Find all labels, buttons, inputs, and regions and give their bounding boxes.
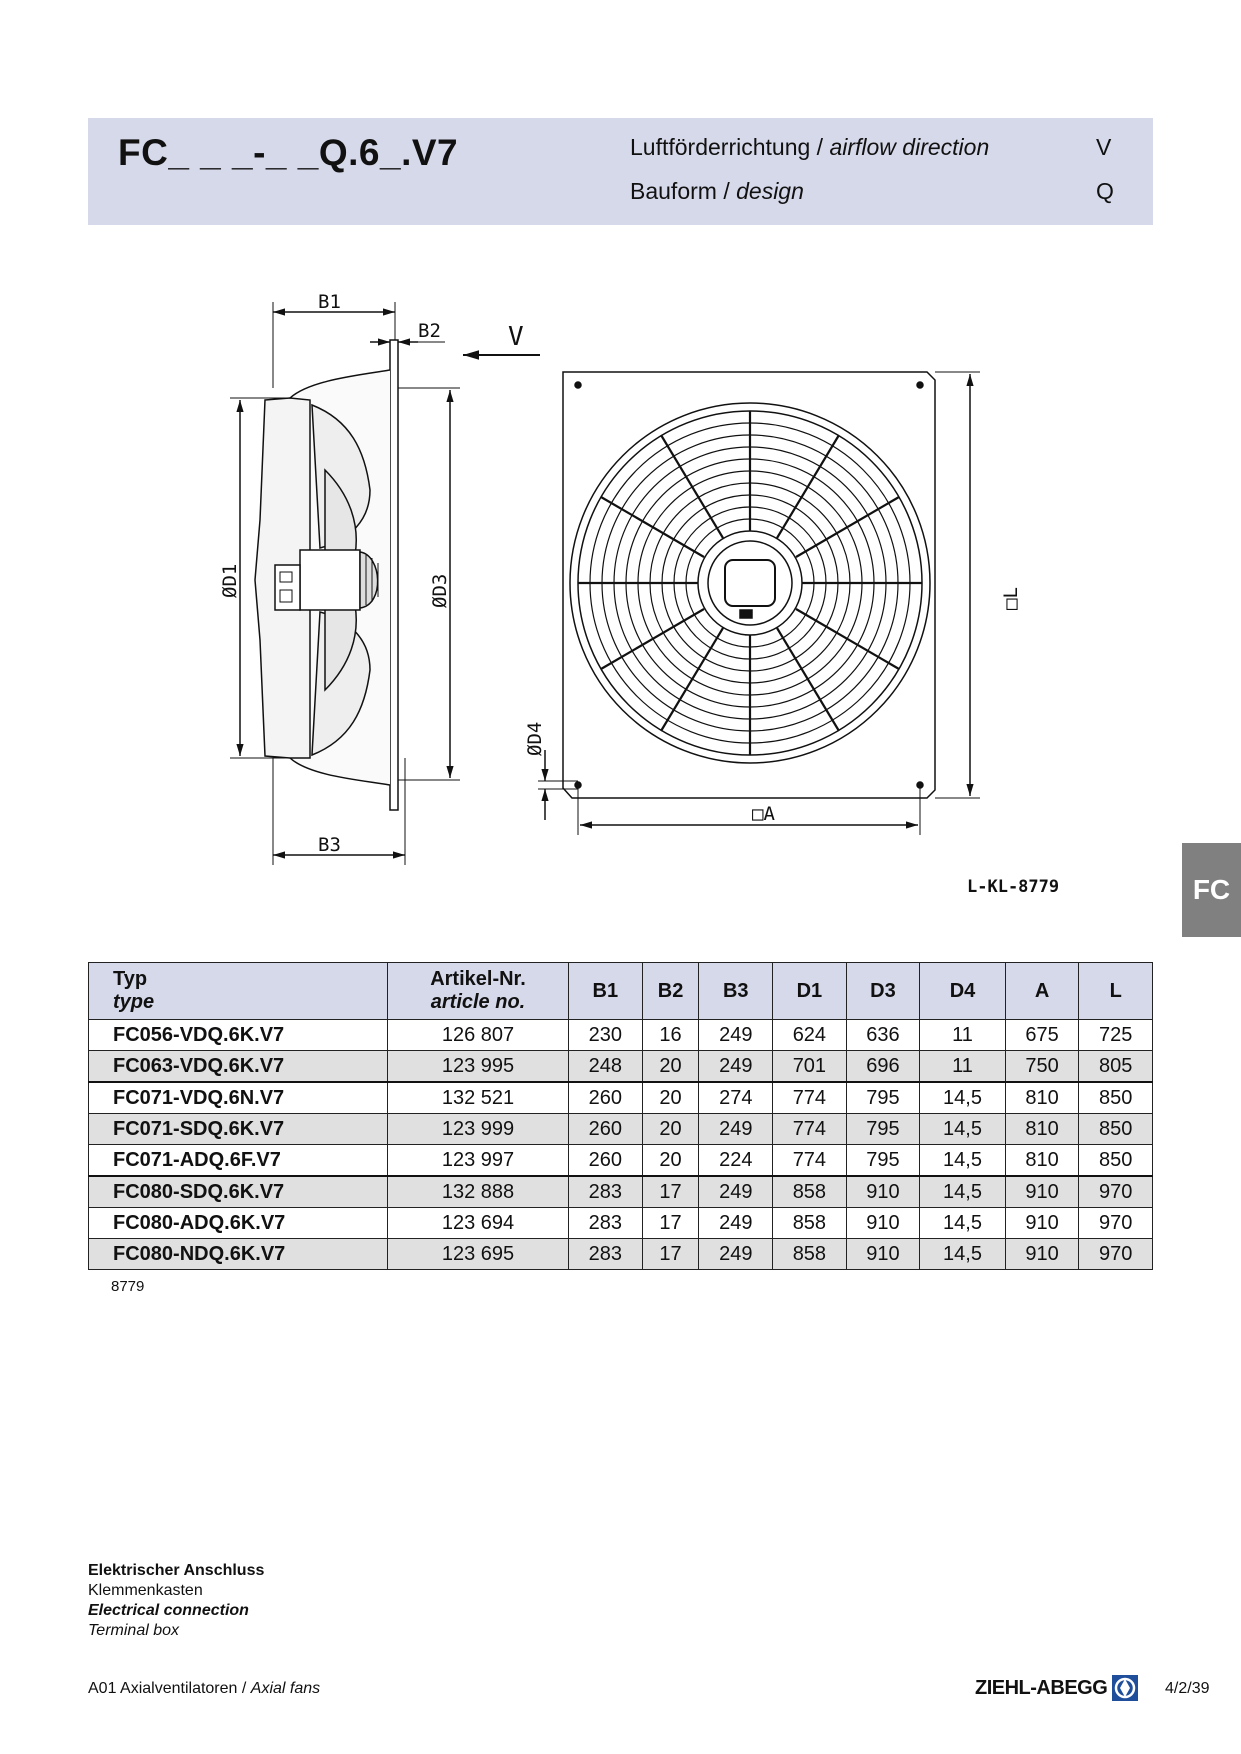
airflow-value: V xyxy=(1096,134,1112,160)
cell-l: 970 xyxy=(1079,1208,1153,1239)
cell-article: 123 695 xyxy=(388,1239,569,1270)
cell-d3: 910 xyxy=(846,1239,920,1270)
cell-b3: 249 xyxy=(699,1020,773,1051)
cell-a: 810 xyxy=(1005,1082,1079,1114)
section-tab-marker: FC xyxy=(1182,843,1241,937)
airflow-label-de: Luftförderrichtung / xyxy=(630,134,830,160)
cell-l: 970 xyxy=(1079,1239,1153,1270)
header-article-en: article no. xyxy=(430,991,526,1013)
header-b1: B1 xyxy=(569,963,643,1020)
cell-b2: 20 xyxy=(642,1051,699,1083)
brand-logo xyxy=(975,1674,1139,1702)
cell-d4: 14,5 xyxy=(920,1145,1006,1177)
cell-d1: 858 xyxy=(773,1239,847,1270)
cell-a: 910 xyxy=(1005,1208,1079,1239)
header-type-de: Typ xyxy=(113,968,148,990)
cell-b1: 283 xyxy=(569,1176,643,1208)
electrical-title-en: Electrical connection xyxy=(88,1602,249,1619)
cell-type: FC080-SDQ.6K.V7 xyxy=(89,1176,388,1208)
cell-b3: 274 xyxy=(699,1082,773,1114)
technical-drawing xyxy=(200,280,1080,910)
electrical-sub-en: Terminal box xyxy=(88,1622,180,1639)
cell-article: 123 997 xyxy=(388,1145,569,1177)
cell-l: 850 xyxy=(1079,1145,1153,1177)
cell-d1: 774 xyxy=(773,1114,847,1145)
cell-b3: 249 xyxy=(699,1208,773,1239)
cell-article: 132 888 xyxy=(388,1176,569,1208)
page-number: 4/2/39 xyxy=(1165,1680,1210,1697)
cell-b3: 249 xyxy=(699,1239,773,1270)
cell-b1: 283 xyxy=(569,1208,643,1239)
table-note: 8779 xyxy=(111,1278,145,1295)
label-b1: B1 xyxy=(318,291,341,313)
cell-d3: 910 xyxy=(846,1176,920,1208)
label-d4: ØD4 xyxy=(524,721,546,756)
design-label-en: design xyxy=(736,178,804,204)
cell-article: 126 807 xyxy=(388,1020,569,1051)
table-row xyxy=(89,1176,1153,1208)
cell-b2: 17 xyxy=(642,1176,699,1208)
table-row xyxy=(89,1114,1153,1145)
cell-b2: 16 xyxy=(642,1020,699,1051)
cell-l: 725 xyxy=(1079,1020,1153,1051)
cell-b2: 20 xyxy=(642,1145,699,1177)
fan-drawing-svg xyxy=(200,280,1080,910)
cell-a: 910 xyxy=(1005,1239,1079,1270)
design-value: Q xyxy=(1096,178,1114,204)
cell-b1: 260 xyxy=(569,1114,643,1145)
footer-section-en: Axial fans xyxy=(250,1680,321,1697)
cell-d3: 636 xyxy=(846,1020,920,1051)
cell-article: 132 521 xyxy=(388,1082,569,1114)
label-a: □A xyxy=(752,803,775,825)
cell-a: 910 xyxy=(1005,1176,1079,1208)
cell-d4: 11 xyxy=(920,1051,1006,1083)
drawing-reference: L-KL-8779 xyxy=(967,877,1060,897)
header-d3: D3 xyxy=(846,963,920,1020)
cell-d4: 14,5 xyxy=(920,1082,1006,1114)
cell-d3: 795 xyxy=(846,1145,920,1177)
cell-a: 810 xyxy=(1005,1114,1079,1145)
label-v: V xyxy=(508,322,524,352)
airflow-direction-row xyxy=(630,134,1130,161)
header-b3: B3 xyxy=(699,963,773,1020)
label-d1: ØD1 xyxy=(219,563,241,598)
header-d4: D4 xyxy=(920,963,1006,1020)
cell-type: FC080-NDQ.6K.V7 xyxy=(89,1239,388,1270)
cell-b3: 249 xyxy=(699,1176,773,1208)
brand-name: ZIEHL-ABEGG xyxy=(975,1676,1108,1699)
design-label-de: Bauform / xyxy=(630,178,737,204)
cell-b2: 20 xyxy=(642,1082,699,1114)
airflow-label-en: airflow direction xyxy=(829,134,990,160)
cell-b2: 17 xyxy=(642,1208,699,1239)
cell-b3: 249 xyxy=(699,1051,773,1083)
cell-d1: 858 xyxy=(773,1208,847,1239)
cell-b3: 249 xyxy=(699,1114,773,1145)
label-d3: ØD3 xyxy=(429,573,451,608)
electrical-connection xyxy=(88,1561,264,1641)
cell-l: 850 xyxy=(1079,1114,1153,1145)
header-article-de: Artikel-Nr. xyxy=(430,968,526,990)
footer-section xyxy=(88,1680,320,1698)
cell-d1: 701 xyxy=(773,1051,847,1083)
cell-l: 805 xyxy=(1079,1051,1153,1083)
cell-d3: 910 xyxy=(846,1208,920,1239)
cell-d3: 696 xyxy=(846,1051,920,1083)
cell-d1: 624 xyxy=(773,1020,847,1051)
cell-b1: 260 xyxy=(569,1082,643,1114)
cell-b3: 224 xyxy=(699,1145,773,1177)
electrical-sub-de: Klemmenkasten xyxy=(88,1582,203,1599)
table-row xyxy=(89,1082,1153,1114)
side-view xyxy=(230,302,460,865)
header-band xyxy=(88,118,1153,225)
cell-type: FC080-ADQ.6K.V7 xyxy=(89,1208,388,1239)
cell-d1: 774 xyxy=(773,1145,847,1177)
header-l: L xyxy=(1079,963,1153,1020)
cell-type: FC071-SDQ.6K.V7 xyxy=(89,1114,388,1145)
table-row xyxy=(89,1051,1153,1083)
cell-b1: 260 xyxy=(569,1145,643,1177)
header-d1: D1 xyxy=(773,963,847,1020)
cell-article: 123 694 xyxy=(388,1208,569,1239)
cell-b1: 230 xyxy=(569,1020,643,1051)
dimensions-table xyxy=(88,962,1153,1270)
cell-l: 850 xyxy=(1079,1082,1153,1114)
cell-l: 970 xyxy=(1079,1176,1153,1208)
cell-d4: 14,5 xyxy=(920,1176,1006,1208)
table-row xyxy=(89,1239,1153,1270)
cell-type: FC071-ADQ.6F.V7 xyxy=(89,1145,388,1177)
cell-b1: 248 xyxy=(569,1051,643,1083)
cell-d1: 858 xyxy=(773,1176,847,1208)
cell-b1: 283 xyxy=(569,1239,643,1270)
brand-mark-icon xyxy=(1111,1674,1139,1702)
cell-a: 810 xyxy=(1005,1145,1079,1177)
design-row xyxy=(630,178,1130,205)
cell-a: 675 xyxy=(1005,1020,1079,1051)
cell-d1: 774 xyxy=(773,1082,847,1114)
cell-d4: 11 xyxy=(920,1020,1006,1051)
cell-b2: 20 xyxy=(642,1114,699,1145)
table-header-row xyxy=(89,963,1153,1020)
label-b2: B2 xyxy=(418,320,441,342)
cell-d3: 795 xyxy=(846,1082,920,1114)
electrical-title-de: Elektrischer Anschluss xyxy=(88,1562,265,1579)
table-row xyxy=(89,1020,1153,1051)
cell-d4: 14,5 xyxy=(920,1114,1006,1145)
footer-section-de: A01 Axialventilatoren / xyxy=(88,1680,251,1697)
model-code: FC_ _ _-_ _Q.6_.V7 xyxy=(118,132,459,173)
table-row xyxy=(89,1145,1153,1177)
front-view xyxy=(538,372,980,835)
header-a: A xyxy=(1005,963,1079,1020)
cell-b2: 17 xyxy=(642,1239,699,1270)
cell-d4: 14,5 xyxy=(920,1208,1006,1239)
cell-type: FC063-VDQ.6K.V7 xyxy=(89,1051,388,1083)
cell-type: FC056-VDQ.6K.V7 xyxy=(89,1020,388,1051)
header-b2: B2 xyxy=(642,963,699,1020)
header-type-en: type xyxy=(113,991,155,1013)
label-l: □L xyxy=(1000,587,1022,610)
cell-type: FC071-VDQ.6N.V7 xyxy=(89,1082,388,1114)
cell-a: 750 xyxy=(1005,1051,1079,1083)
cell-article: 123 995 xyxy=(388,1051,569,1083)
header-article xyxy=(388,963,569,1020)
label-b3: B3 xyxy=(318,834,341,856)
cell-d3: 795 xyxy=(846,1114,920,1145)
cell-d4: 14,5 xyxy=(920,1239,1006,1270)
header-type xyxy=(89,963,388,1020)
cell-article: 123 999 xyxy=(388,1114,569,1145)
table-row xyxy=(89,1208,1153,1239)
